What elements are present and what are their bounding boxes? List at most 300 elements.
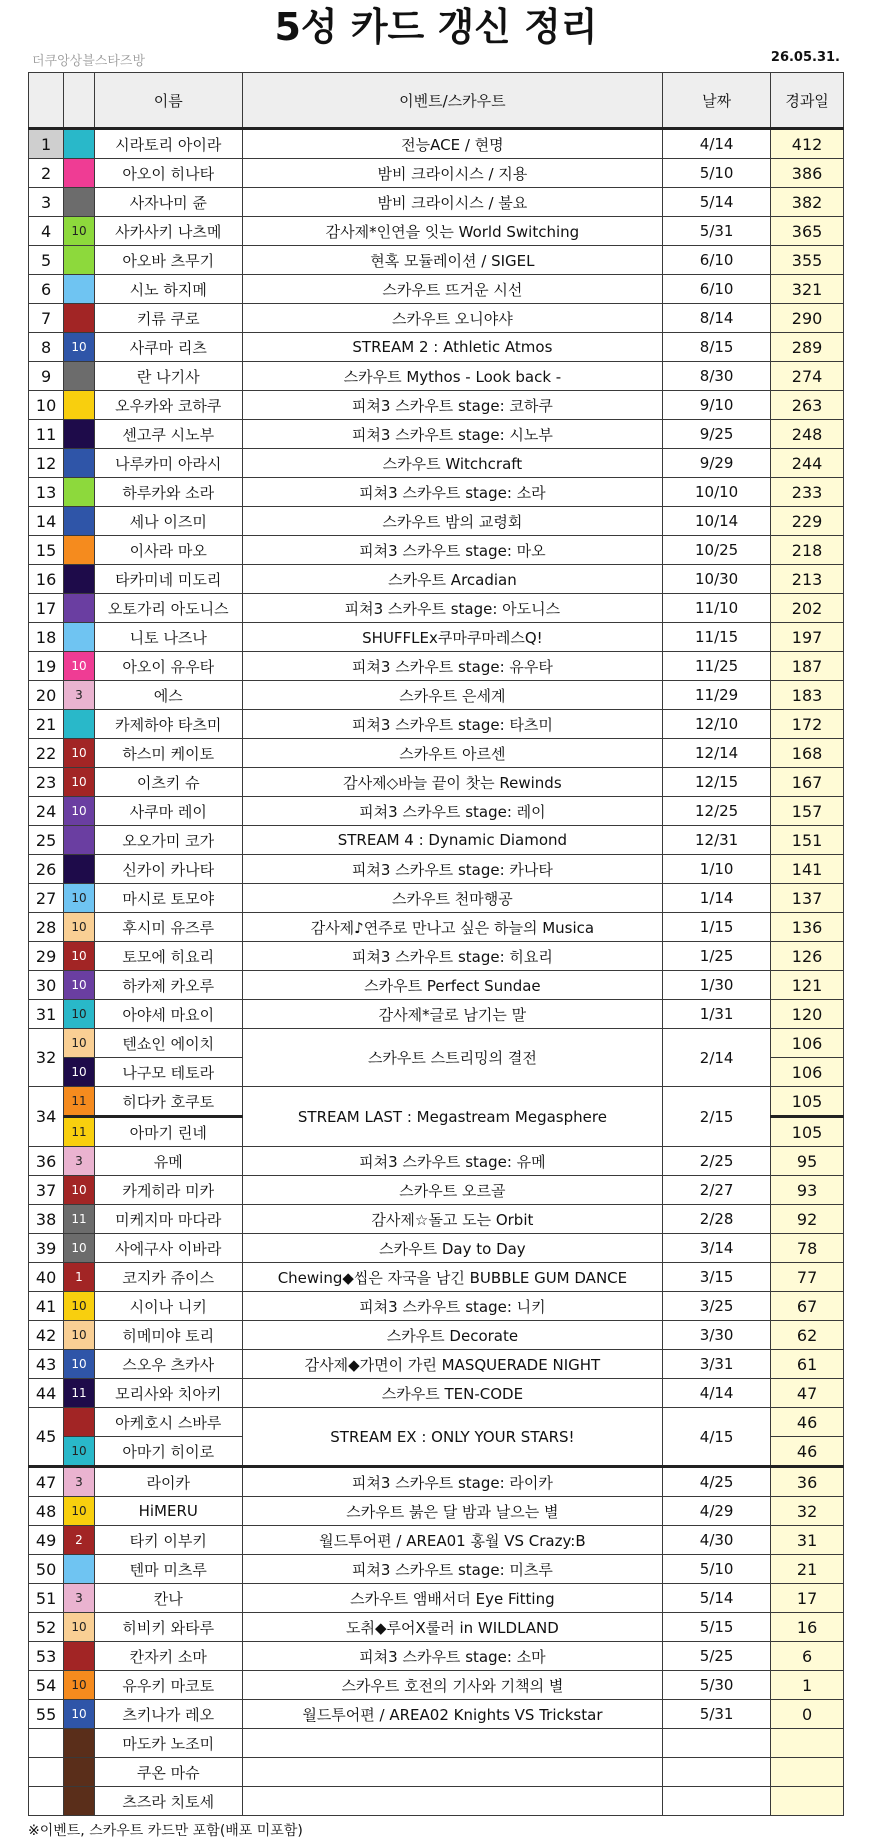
event-name: 밤비 크라이시스 / 지용 bbox=[242, 159, 662, 188]
elapsed-days: 93 bbox=[771, 1176, 844, 1205]
character-name: 아마기 린네 bbox=[94, 1117, 242, 1147]
unit-color-swatch: 10 bbox=[64, 884, 95, 913]
elapsed-days: 137 bbox=[771, 884, 844, 913]
table-row bbox=[29, 507, 844, 536]
table-header bbox=[29, 73, 844, 129]
character-name: 텐쇼인 에이치 bbox=[94, 1029, 242, 1058]
table-row bbox=[29, 1408, 844, 1437]
table-row bbox=[29, 217, 844, 246]
event-name: 피쳐3 스카우트 stage: 아도니스 bbox=[242, 594, 662, 623]
table-row bbox=[29, 623, 844, 652]
unit-color-swatch bbox=[64, 420, 95, 449]
elapsed-days: 95 bbox=[771, 1147, 844, 1176]
table-row bbox=[29, 826, 844, 855]
table-row bbox=[29, 1350, 844, 1379]
header-swatch bbox=[64, 73, 95, 129]
event-name: 스카우트 Arcadian bbox=[242, 565, 662, 594]
row-number: 2 bbox=[29, 159, 64, 188]
table-row bbox=[29, 333, 844, 362]
event-name: STREAM 2 : Athletic Atmos bbox=[242, 333, 662, 362]
table-row bbox=[29, 884, 844, 913]
unit-color-swatch bbox=[64, 565, 95, 594]
unit-color-swatch bbox=[64, 855, 95, 884]
table-row bbox=[29, 1497, 844, 1526]
event-name: 피쳐3 스카우트 stage: 소라 bbox=[242, 478, 662, 507]
unit-color-swatch: 10 bbox=[64, 1613, 95, 1642]
character-name: 히비키 와타루 bbox=[94, 1613, 242, 1642]
event-date: 10/25 bbox=[663, 536, 771, 565]
elapsed-days bbox=[771, 1787, 844, 1816]
row-number: 8 bbox=[29, 333, 64, 362]
elapsed-days: 365 bbox=[771, 217, 844, 246]
character-name: 오토가리 아도니스 bbox=[94, 594, 242, 623]
unit-color-swatch: 10 bbox=[64, 1234, 95, 1263]
event-name: 피쳐3 스카우트 stage: 코하쿠 bbox=[242, 391, 662, 420]
unit-color-swatch: 3 bbox=[64, 1584, 95, 1613]
character-name: 신카이 카나타 bbox=[94, 855, 242, 884]
character-name: 세나 이즈미 bbox=[94, 507, 242, 536]
row-number: 45 bbox=[29, 1408, 64, 1467]
event-name: 피쳐3 스카우트 stage: 라이카 bbox=[242, 1467, 662, 1497]
event-date: 2/14 bbox=[663, 1029, 771, 1087]
elapsed-days: 218 bbox=[771, 536, 844, 565]
unit-color-swatch: 10 bbox=[64, 333, 95, 362]
character-name: 시라토리 아이라 bbox=[94, 129, 242, 159]
elapsed-days: 1 bbox=[771, 1671, 844, 1700]
row-number: 5 bbox=[29, 246, 64, 275]
table-row bbox=[29, 1700, 844, 1729]
event-date: 1/15 bbox=[663, 913, 771, 942]
elapsed-days: 21 bbox=[771, 1555, 844, 1584]
elapsed-days: 46 bbox=[771, 1408, 844, 1437]
character-name: 유메 bbox=[94, 1147, 242, 1176]
table-row bbox=[29, 1087, 844, 1117]
character-name: 시노 하지메 bbox=[94, 275, 242, 304]
event-date: 4/14 bbox=[663, 129, 771, 159]
event-name: 감사제♪연주로 만나고 싶은 하늘의 Musica bbox=[242, 913, 662, 942]
table-row bbox=[29, 971, 844, 1000]
unit-color-swatch: 10 bbox=[64, 971, 95, 1000]
elapsed-days: 321 bbox=[771, 275, 844, 304]
event-name: 스카우트 천마행공 bbox=[242, 884, 662, 913]
row-number: 1 bbox=[29, 129, 64, 159]
unit-color-swatch: 10 bbox=[64, 1058, 95, 1087]
elapsed-days: 32 bbox=[771, 1497, 844, 1526]
character-name: 타카미네 미도리 bbox=[94, 565, 242, 594]
row-number: 9 bbox=[29, 362, 64, 391]
character-name: 히메미야 토리 bbox=[94, 1321, 242, 1350]
elapsed-days: 244 bbox=[771, 449, 844, 478]
event-name bbox=[242, 1729, 662, 1758]
row-number: 25 bbox=[29, 826, 64, 855]
elapsed-days: 187 bbox=[771, 652, 844, 681]
row-number: 38 bbox=[29, 1205, 64, 1234]
table-row bbox=[29, 420, 844, 449]
event-date: 3/14 bbox=[663, 1234, 771, 1263]
unit-color-swatch: 10 bbox=[64, 1292, 95, 1321]
character-name: 스오우 츠카사 bbox=[94, 1350, 242, 1379]
row-number: 28 bbox=[29, 913, 64, 942]
event-date: 10/30 bbox=[663, 565, 771, 594]
event-date: 11/25 bbox=[663, 652, 771, 681]
page-title: 5성 카드 갱신 정리 bbox=[274, 5, 598, 49]
table-row bbox=[29, 855, 844, 884]
table-row bbox=[29, 275, 844, 304]
row-number: 12 bbox=[29, 449, 64, 478]
event-name: 감사제◇바늘 끝이 찻는 Rewinds bbox=[242, 768, 662, 797]
elapsed-days: 105 bbox=[771, 1087, 844, 1117]
event-date: 2/28 bbox=[663, 1205, 771, 1234]
event-name: 피쳐3 스카우트 stage: 소마 bbox=[242, 1642, 662, 1671]
unit-color-swatch: 1 bbox=[64, 1263, 95, 1292]
event-date: 8/14 bbox=[663, 304, 771, 333]
event-name: STREAM LAST : Megastream Megasphere bbox=[242, 1087, 662, 1147]
event-date: 8/30 bbox=[663, 362, 771, 391]
event-date: 1/14 bbox=[663, 884, 771, 913]
event-name: 스카우트 Decorate bbox=[242, 1321, 662, 1350]
character-name: 니토 나즈나 bbox=[94, 623, 242, 652]
table-row bbox=[29, 1234, 844, 1263]
unit-color-swatch bbox=[64, 362, 95, 391]
elapsed-days: 36 bbox=[771, 1467, 844, 1497]
elapsed-days: 172 bbox=[771, 710, 844, 739]
event-date: 12/15 bbox=[663, 768, 771, 797]
character-name: 쿠온 마슈 bbox=[94, 1758, 242, 1787]
table-row bbox=[29, 565, 844, 594]
event-date: 9/29 bbox=[663, 449, 771, 478]
event-date: 6/10 bbox=[663, 246, 771, 275]
event-date: 11/15 bbox=[663, 623, 771, 652]
event-name: 전능ACE / 현명 bbox=[242, 129, 662, 159]
event-date: 5/15 bbox=[663, 1613, 771, 1642]
elapsed-days: 168 bbox=[771, 739, 844, 768]
row-number: 49 bbox=[29, 1526, 64, 1555]
character-name: 사카사키 나츠메 bbox=[94, 217, 242, 246]
event-date: 3/31 bbox=[663, 1350, 771, 1379]
row-number: 15 bbox=[29, 536, 64, 565]
elapsed-days: 6 bbox=[771, 1642, 844, 1671]
table-row bbox=[29, 1467, 844, 1497]
unit-color-swatch: 10 bbox=[64, 217, 95, 246]
event-name: 스카우트 은세계 bbox=[242, 681, 662, 710]
event-date: 3/15 bbox=[663, 1263, 771, 1292]
elapsed-days: 412 bbox=[771, 129, 844, 159]
event-name: STREAM 4 : Dynamic Diamond bbox=[242, 826, 662, 855]
row-number: 40 bbox=[29, 1263, 64, 1292]
elapsed-days: 141 bbox=[771, 855, 844, 884]
unit-color-swatch: 10 bbox=[64, 1176, 95, 1205]
unit-color-swatch: 10 bbox=[64, 652, 95, 681]
event-name: 감사제☆돌고 도는 Orbit bbox=[242, 1205, 662, 1234]
row-number: 14 bbox=[29, 507, 64, 536]
event-name: 스카우트 Mythos - Look back - bbox=[242, 362, 662, 391]
unit-color-swatch bbox=[64, 1787, 95, 1816]
unit-color-swatch: 10 bbox=[64, 913, 95, 942]
event-name: SHUFFLEx쿠마쿠마레스Q! bbox=[242, 623, 662, 652]
elapsed-days: 121 bbox=[771, 971, 844, 1000]
event-name: 감사제*인연을 잇는 World Switching bbox=[242, 217, 662, 246]
author-label: 더쿠앙상블스타즈방 bbox=[32, 54, 146, 69]
unit-color-swatch: 10 bbox=[64, 1350, 95, 1379]
elapsed-days: 202 bbox=[771, 594, 844, 623]
table-row bbox=[29, 1321, 844, 1350]
character-name: 카제하야 타츠미 bbox=[94, 710, 242, 739]
event-name: 피쳐3 스카우트 stage: 시노부 bbox=[242, 420, 662, 449]
character-name: 시이나 니키 bbox=[94, 1292, 242, 1321]
event-date: 1/31 bbox=[663, 1000, 771, 1029]
table-row bbox=[29, 449, 844, 478]
row-number: 32 bbox=[29, 1029, 64, 1087]
elapsed-days: 78 bbox=[771, 1234, 844, 1263]
elapsed-days: 126 bbox=[771, 942, 844, 971]
elapsed-days: 274 bbox=[771, 362, 844, 391]
row-number: 34 bbox=[29, 1087, 64, 1147]
character-name: 타키 이부키 bbox=[94, 1526, 242, 1555]
event-date: 1/25 bbox=[663, 942, 771, 971]
elapsed-days: 67 bbox=[771, 1292, 844, 1321]
event-date: 5/31 bbox=[663, 217, 771, 246]
character-name: 하카제 카오루 bbox=[94, 971, 242, 1000]
unit-color-swatch: 3 bbox=[64, 1467, 95, 1497]
event-date: 12/14 bbox=[663, 739, 771, 768]
event-date: 12/25 bbox=[663, 797, 771, 826]
table-row bbox=[29, 1729, 844, 1758]
elapsed-days: 62 bbox=[771, 1321, 844, 1350]
character-name: 마시로 토모야 bbox=[94, 884, 242, 913]
character-name: 토모에 히요리 bbox=[94, 942, 242, 971]
header-name: 이름 bbox=[94, 73, 242, 129]
table-row bbox=[29, 304, 844, 333]
event-date: 9/25 bbox=[663, 420, 771, 449]
event-date: 4/29 bbox=[663, 1497, 771, 1526]
unit-color-swatch: 11 bbox=[64, 1087, 95, 1117]
event-date: 5/25 bbox=[663, 1642, 771, 1671]
event-date: 4/14 bbox=[663, 1379, 771, 1408]
table-row bbox=[29, 129, 844, 159]
event-date bbox=[663, 1758, 771, 1787]
unit-color-swatch bbox=[64, 304, 95, 333]
unit-color-swatch bbox=[64, 159, 95, 188]
unit-color-swatch: 11 bbox=[64, 1205, 95, 1234]
event-date: 10/10 bbox=[663, 478, 771, 507]
elapsed-days: 120 bbox=[771, 1000, 844, 1029]
unit-color-swatch bbox=[64, 1758, 95, 1787]
elapsed-days: 47 bbox=[771, 1379, 844, 1408]
elapsed-days: 151 bbox=[771, 826, 844, 855]
character-name: 하스미 케이토 bbox=[94, 739, 242, 768]
unit-color-swatch: 10 bbox=[64, 1497, 95, 1526]
elapsed-days: 157 bbox=[771, 797, 844, 826]
row-number: 29 bbox=[29, 942, 64, 971]
event-date: 1/10 bbox=[663, 855, 771, 884]
table-row bbox=[29, 1758, 844, 1787]
table-row bbox=[29, 1176, 844, 1205]
row-number: 53 bbox=[29, 1642, 64, 1671]
unit-color-swatch bbox=[64, 188, 95, 217]
elapsed-days: 77 bbox=[771, 1263, 844, 1292]
table-row bbox=[29, 478, 844, 507]
table-row bbox=[29, 1147, 844, 1176]
row-number: 42 bbox=[29, 1321, 64, 1350]
row-number: 36 bbox=[29, 1147, 64, 1176]
unit-color-swatch bbox=[64, 710, 95, 739]
character-name: 하루카와 소라 bbox=[94, 478, 242, 507]
character-name: 키류 쿠로 bbox=[94, 304, 242, 333]
table-row bbox=[29, 1642, 844, 1671]
elapsed-days: 183 bbox=[771, 681, 844, 710]
event-name: 피쳐3 스카우트 stage: 타츠미 bbox=[242, 710, 662, 739]
elapsed-days: 167 bbox=[771, 768, 844, 797]
elapsed-days: 31 bbox=[771, 1526, 844, 1555]
table-row bbox=[29, 1029, 844, 1058]
table-row bbox=[29, 1263, 844, 1292]
elapsed-days: 136 bbox=[771, 913, 844, 942]
row-number: 44 bbox=[29, 1379, 64, 1408]
row-number: 18 bbox=[29, 623, 64, 652]
event-date: 10/14 bbox=[663, 507, 771, 536]
row-number: 10 bbox=[29, 391, 64, 420]
unit-color-swatch bbox=[64, 594, 95, 623]
table-row bbox=[29, 1000, 844, 1029]
header-no bbox=[29, 73, 64, 129]
row-number bbox=[29, 1787, 64, 1816]
unit-color-swatch bbox=[64, 507, 95, 536]
row-number: 16 bbox=[29, 565, 64, 594]
character-name: 츠즈라 치토세 bbox=[94, 1787, 242, 1816]
elapsed-days: 17 bbox=[771, 1584, 844, 1613]
event-date: 3/30 bbox=[663, 1321, 771, 1350]
event-name bbox=[242, 1758, 662, 1787]
event-date bbox=[663, 1787, 771, 1816]
elapsed-days: 386 bbox=[771, 159, 844, 188]
unit-color-swatch bbox=[64, 536, 95, 565]
table-row bbox=[29, 710, 844, 739]
event-date: 12/31 bbox=[663, 826, 771, 855]
unit-color-swatch bbox=[64, 129, 95, 159]
table-row bbox=[29, 913, 844, 942]
row-number: 52 bbox=[29, 1613, 64, 1642]
character-name: 란 나기사 bbox=[94, 362, 242, 391]
character-name: 칸자키 소마 bbox=[94, 1642, 242, 1671]
character-name: 에스 bbox=[94, 681, 242, 710]
elapsed-days: 289 bbox=[771, 333, 844, 362]
character-name: 나구모 테토라 bbox=[94, 1058, 242, 1087]
row-number: 30 bbox=[29, 971, 64, 1000]
table-row bbox=[29, 681, 844, 710]
character-name: 아오바 츠무기 bbox=[94, 246, 242, 275]
event-name: 스카우트 앰배서더 Eye Fitting bbox=[242, 1584, 662, 1613]
table-row bbox=[29, 652, 844, 681]
table-row bbox=[29, 1671, 844, 1700]
table-row bbox=[29, 1379, 844, 1408]
event-name: 스카우트 스트리밍의 결전 bbox=[242, 1029, 662, 1087]
row-number: 13 bbox=[29, 478, 64, 507]
character-name: 사에구사 이바라 bbox=[94, 1234, 242, 1263]
unit-color-swatch bbox=[64, 478, 95, 507]
unit-color-swatch bbox=[64, 826, 95, 855]
event-date: 11/29 bbox=[663, 681, 771, 710]
table-row bbox=[29, 188, 844, 217]
character-name: 코지카 쥬이스 bbox=[94, 1263, 242, 1292]
event-date: 3/25 bbox=[663, 1292, 771, 1321]
table-row bbox=[29, 1584, 844, 1613]
character-name: 사자나미 쥰 bbox=[94, 188, 242, 217]
event-name: 피쳐3 스카우트 stage: 히요리 bbox=[242, 942, 662, 971]
event-name: STREAM EX : ONLY YOUR STARS! bbox=[242, 1408, 662, 1467]
event-date: 5/14 bbox=[663, 188, 771, 217]
character-name: 사쿠마 레이 bbox=[94, 797, 242, 826]
event-date: 4/15 bbox=[663, 1408, 771, 1467]
event-date: 2/27 bbox=[663, 1176, 771, 1205]
row-number: 41 bbox=[29, 1292, 64, 1321]
unit-color-swatch: 10 bbox=[64, 797, 95, 826]
event-date: 9/10 bbox=[663, 391, 771, 420]
elapsed-days: 290 bbox=[771, 304, 844, 333]
character-name: 마도카 노조미 bbox=[94, 1729, 242, 1758]
unit-color-swatch bbox=[64, 246, 95, 275]
unit-color-swatch: 3 bbox=[64, 681, 95, 710]
unit-color-swatch bbox=[64, 1642, 95, 1671]
event-date: 5/31 bbox=[663, 1700, 771, 1729]
character-name: 이사라 마오 bbox=[94, 536, 242, 565]
event-name: 피쳐3 스카우트 stage: 유메 bbox=[242, 1147, 662, 1176]
unit-color-swatch: 10 bbox=[64, 1000, 95, 1029]
event-date: 5/10 bbox=[663, 159, 771, 188]
unit-color-swatch bbox=[64, 1555, 95, 1584]
elapsed-days: 382 bbox=[771, 188, 844, 217]
event-date: 11/10 bbox=[663, 594, 771, 623]
footnote: ※이벤트, 스카우트 카드만 포함(배포 미포함) bbox=[28, 1823, 303, 1839]
row-number: 22 bbox=[29, 739, 64, 768]
row-number: 21 bbox=[29, 710, 64, 739]
character-name: 아오이 히나타 bbox=[94, 159, 242, 188]
character-name: 라이카 bbox=[94, 1467, 242, 1497]
event-name: 도취◆루어X룰러 in WILDLAND bbox=[242, 1613, 662, 1642]
character-name: 아마기 히이로 bbox=[94, 1437, 242, 1467]
unit-color-swatch: 2 bbox=[64, 1526, 95, 1555]
table-row bbox=[29, 246, 844, 275]
row-number: 17 bbox=[29, 594, 64, 623]
unit-color-swatch: 10 bbox=[64, 1029, 95, 1058]
elapsed-days: 197 bbox=[771, 623, 844, 652]
unit-color-swatch bbox=[64, 1729, 95, 1758]
event-name: 스카우트 호전의 기사와 기책의 별 bbox=[242, 1671, 662, 1700]
event-name: 피쳐3 스카우트 stage: 마오 bbox=[242, 536, 662, 565]
event-name: 스카우트 Day to Day bbox=[242, 1234, 662, 1263]
row-number: 51 bbox=[29, 1584, 64, 1613]
event-name: 현혹 모듈레이션 / SIGEL bbox=[242, 246, 662, 275]
unit-color-swatch bbox=[64, 623, 95, 652]
row-number: 7 bbox=[29, 304, 64, 333]
header-date: 날짜 bbox=[663, 73, 771, 129]
character-name: 후시미 유즈루 bbox=[94, 913, 242, 942]
row-number: 27 bbox=[29, 884, 64, 913]
row-number: 54 bbox=[29, 1671, 64, 1700]
elapsed-days: 106 bbox=[771, 1058, 844, 1087]
table-row bbox=[29, 942, 844, 971]
table-row bbox=[29, 594, 844, 623]
unit-color-swatch: 10 bbox=[64, 768, 95, 797]
event-date: 2/25 bbox=[663, 1147, 771, 1176]
table-row bbox=[29, 159, 844, 188]
event-name: 월드투어편 / AREA02 Knights VS Trickstar bbox=[242, 1700, 662, 1729]
table-row bbox=[29, 1555, 844, 1584]
event-name: 월드투어편 / AREA01 홍월 VS Crazy:B bbox=[242, 1526, 662, 1555]
row-number: 20 bbox=[29, 681, 64, 710]
row-number: 43 bbox=[29, 1350, 64, 1379]
character-name: 칸나 bbox=[94, 1584, 242, 1613]
table-row bbox=[29, 1205, 844, 1234]
